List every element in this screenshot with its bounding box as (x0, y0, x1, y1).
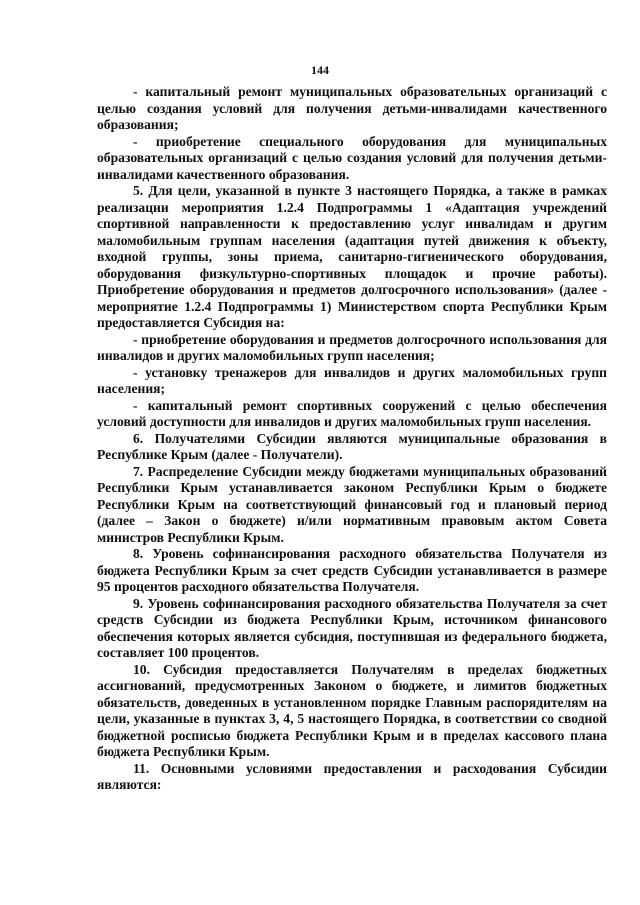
paragraph-7: 6. Получателями Субсидии являются муниципальные образования в Республике Крым (далее - Получатели). (97, 430, 607, 462)
paragraph-12: 11. Основными условиями предоставления и расходования Субсидии являются: (97, 760, 607, 792)
paragraph-1: - капитальный ремонт муниципальных образовательных организаций с целью создания условий для получения детьми-инвалидами качественного образования; (97, 84, 607, 132)
paragraph-6: - капитальный ремонт спортивных сооружений с целью обеспечения условий доступности для инвалидов и других маломобильных групп населения. (97, 397, 607, 429)
paragraph-2: - приобретение специального оборудования для муниципальных образовательных организаций с целью создания условий для получения детьми-инвалидами качественного образования. (97, 133, 607, 182)
paragraph-11: 10. Субсидия предоставляется Получателям в пределах бюджетных ассигнований, предусмотренных Законом о бюджете, и лимитов бюджетных обязательств, доведенных в установленном порядке Главным распорядителям на цели, указанные в пунктах 3, 4, 5 настоящего Порядка, в соответствии со сводной бюджетной росписью бюджета Республики Крым и в пределах кассового плана бюджета Республики Крым. (97, 661, 607, 759)
page-number: 144 (311, 63, 329, 77)
paragraph-5: - установку тренажеров для инвалидов и других маломобильных групп населения; (97, 364, 607, 396)
paragraph-3: 5. Для цели, указанной в пункте 3 настоящего Порядка, а также в рамках реализации мероприятия 1.2.4 Подпрограммы 1 «Адаптация учреждений спортивной направленности к предоставлению услуг инвалидам и другим маломобильным группам населения (адаптация путей движения к объекту, входной группы, зоны приема, санитарно-гигиенического оборудования, оборудования физкультурно-спортивных площадок и прочие работы). Приобретение оборудования и предметов долгосрочного использования» (далее - мероприятие 1.2.4 Подпрограммы 1) Министерством спорта Республики Крым предоставляется Субсидия на: (97, 183, 607, 330)
paragraph-9: 8. Уровень софинансирования расходного обязательства Получателя из бюджета Республики Крым за счет средств Субсидии устанавливается в размере 95 процентов расходного обязательства Получателя. (97, 546, 607, 594)
paragraph-4: - приобретение оборудования и предметов долгосрочного использования для инвалидов и других маломобильных групп населения; (97, 331, 607, 363)
paragraph-10: 9. Уровень софинансирования расходного обязательства Получателя за счет средств Субсидии из бюджета Республики Крым, источником финансового обеспечения которых является субсидия, поступившая из федерального бюджета, составляет 100 процентов. (97, 595, 607, 660)
document-body (97, 84, 607, 794)
paragraph-8: 7. Распределение Субсидии между бюджетами муниципальных образований Республики Крым устанавливается законом Республики Крым о бюджете Республики Крым на соответствующий финансовый год и плановый период (далее – Закон о бюджете) и/или нормативным правовым актом Совета министров Республики Крым. (97, 463, 607, 545)
